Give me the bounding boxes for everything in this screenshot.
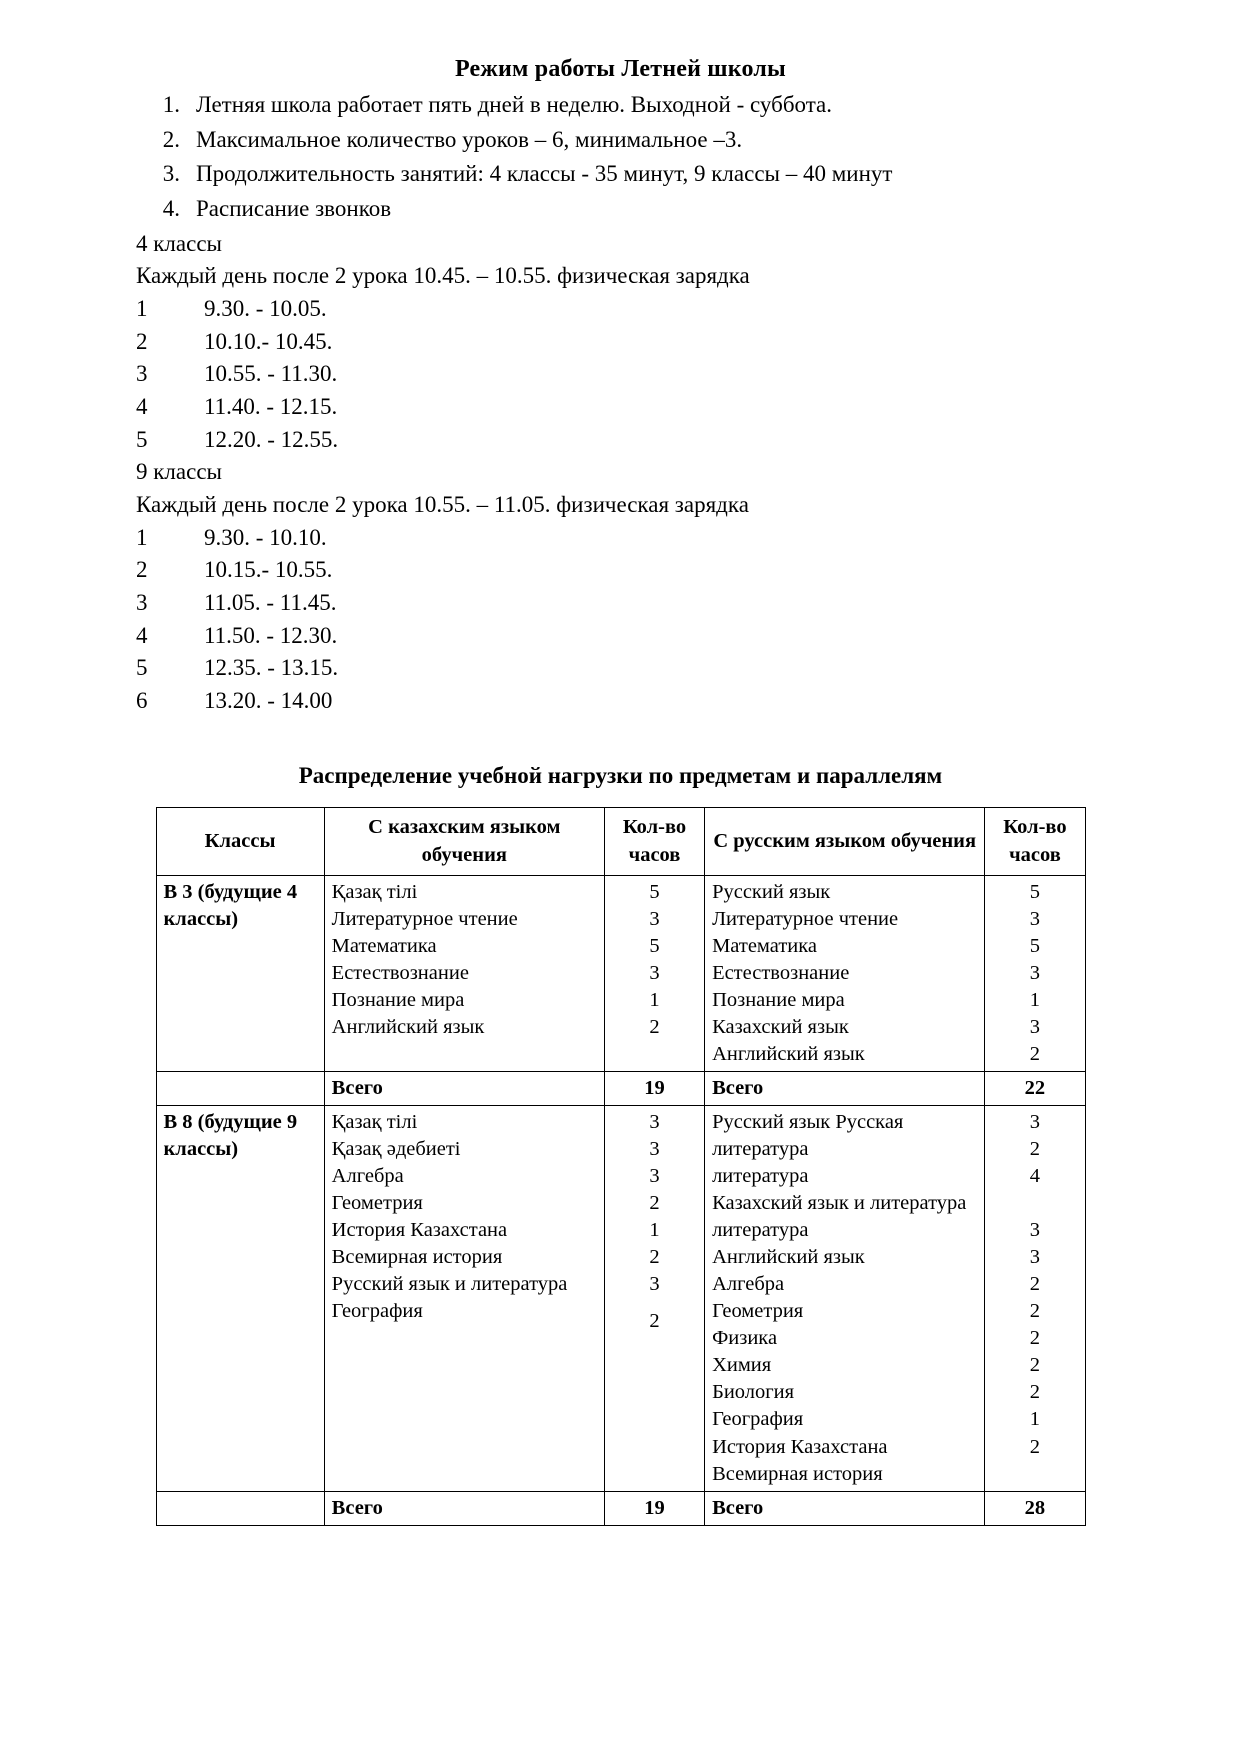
bell-row <box>136 685 1141 718</box>
list-item: Биология <box>712 1381 795 1404</box>
list-item: 3 <box>649 1273 660 1296</box>
bell-number: 6 <box>136 687 148 713</box>
list-item: Русский язык <box>712 880 831 903</box>
bell-time: 10.15.- 10.55. <box>204 557 333 583</box>
list-item: Химия <box>712 1354 772 1377</box>
list-item: 2 <box>1029 1137 1041 1160</box>
list-item: Литературное чтение <box>712 907 899 930</box>
list-item: 5 <box>649 934 660 957</box>
list-item: литература <box>712 1165 809 1188</box>
list-item: География <box>712 1408 804 1431</box>
total-hours-russian: 22 <box>985 1071 1085 1105</box>
total-label-kazakh: Всего <box>324 1491 604 1525</box>
total-hours-kazakh: 19 <box>604 1491 704 1525</box>
list-item <box>162 158 1141 191</box>
load-distribution-table <box>156 807 1086 1525</box>
list-item: 2 <box>649 1310 660 1333</box>
list-item: 2 <box>1029 1042 1041 1065</box>
list-item: 5 <box>1029 880 1041 903</box>
bell-time: 12.35. - 13.15. <box>204 655 339 681</box>
list-item: Алгебра <box>331 1165 404 1188</box>
bell-row <box>136 358 1141 391</box>
bell-time: 10.10.- 10.45. <box>204 328 333 354</box>
header-hours-russian: Кол-во часов <box>985 808 1085 875</box>
list-item-number: 2. <box>162 126 180 152</box>
list-item: 1 <box>649 1219 660 1242</box>
list-item: Английский язык <box>712 1042 865 1065</box>
list-item: Математика <box>331 934 437 957</box>
bell-number: 3 <box>136 589 148 615</box>
list-item: Английский язык <box>712 1246 865 1269</box>
list-item: 2 <box>1029 1435 1041 1458</box>
list-item: Литературное чтение <box>331 907 518 930</box>
list-item: Познание мира <box>331 988 465 1011</box>
kazakh-subjects-grade3 <box>324 875 604 1071</box>
bell-schedule-grade9 <box>100 456 1141 717</box>
list-item: Всемирная история <box>712 1462 883 1485</box>
empty-cell <box>156 1491 324 1525</box>
russian-subjects-grade8 <box>705 1105 985 1491</box>
list-item: 4 <box>1029 1165 1041 1188</box>
bell-time: 11.05. - 11.45. <box>204 589 337 615</box>
list-item: 3 <box>1029 961 1041 984</box>
header-hours-kazakh: Кол-во часов <box>604 808 704 875</box>
list-item: Английский язык <box>331 1015 485 1038</box>
bell-time: 11.50. - 12.30. <box>204 622 338 648</box>
bell-row <box>136 652 1141 685</box>
list-item-text: Продолжительность занятий: 4 классы - 35 минут, 9 классы – 40 минут <box>196 161 893 187</box>
bell-time: 9.30. - 10.10. <box>204 524 327 550</box>
list-item: Естествознание <box>331 961 469 984</box>
rules-list <box>100 89 1141 226</box>
bell-group-note: Каждый день после 2 урока 10.55. – 11.05. физическая зарядка <box>136 491 749 517</box>
list-item: 2 <box>1029 1354 1041 1377</box>
total-label-kazakh: Всего <box>324 1071 604 1105</box>
list-item-number: 3. <box>162 161 180 187</box>
list-item-text: Расписание звонков <box>196 195 392 221</box>
bell-number: 2 <box>136 328 148 354</box>
page-title: Режим работы Летней школы <box>455 56 786 82</box>
bell-row <box>136 554 1141 587</box>
bell-group-label: 4 классы <box>136 230 222 256</box>
list-item-text: Максимальное количество уроков – 6, минимальное –3. <box>196 126 743 152</box>
section-title: Распределение учебной нагрузки по предметам и параллелям <box>298 763 943 789</box>
list-item: литература <box>712 1219 809 1242</box>
bell-number: 4 <box>136 393 148 419</box>
table-row <box>156 1105 1085 1491</box>
bell-number: 1 <box>136 524 148 550</box>
list-item: 3 <box>1029 1015 1041 1038</box>
bell-group-label: 9 классы <box>136 459 222 485</box>
list-item: Всемирная история <box>331 1246 503 1269</box>
list-item: 2 <box>1029 1327 1041 1350</box>
russian-hours-grade8 <box>985 1105 1085 1491</box>
list-item-number: 1. <box>162 92 180 117</box>
list-item: 2 <box>1029 1381 1041 1404</box>
list-item-spacer <box>992 1190 1077 1217</box>
bell-time: 11.40. - 12.15. <box>204 393 338 419</box>
kazakh-hours-grade3 <box>604 875 704 1071</box>
class-label-grade3: В 3 (будущие 4 классы) <box>156 875 324 1071</box>
list-item-spacer <box>612 1298 697 1308</box>
list-item: 3 <box>649 1137 660 1160</box>
list-item: 1 <box>649 988 660 1011</box>
bell-time: 12.20. - 12.55. <box>204 426 339 452</box>
russian-subjects-grade3 <box>705 875 985 1071</box>
kazakh-hours-grade8 <box>604 1105 704 1491</box>
bell-row <box>136 391 1141 424</box>
list-item: Қазақ тілі <box>331 880 418 903</box>
total-hours-kazakh: 19 <box>604 1071 704 1105</box>
russian-hours-grade3 <box>985 875 1085 1071</box>
list-item: Естествознание <box>712 961 850 984</box>
bell-time: 10.55. - 11.30. <box>204 361 338 387</box>
bell-row <box>136 424 1141 457</box>
list-item: 5 <box>1029 934 1041 957</box>
list-item: 2 <box>1029 1300 1041 1323</box>
list-item: 2 <box>649 1192 660 1215</box>
list-item: Қазақ тілі <box>331 1110 418 1133</box>
table-total-row-grade3 <box>156 1071 1085 1105</box>
list-item: 2 <box>649 1015 660 1038</box>
header-classes: Классы <box>156 808 324 875</box>
list-item: Алгебра <box>712 1273 785 1296</box>
bell-number: 3 <box>136 361 148 387</box>
bell-group-note: Каждый день после 2 урока 10.45. – 10.55. физическая зарядка <box>136 263 750 289</box>
list-item: Геометрия <box>331 1192 423 1215</box>
header-kazakh-language: С казахским языком обучения <box>324 808 604 875</box>
class-label-grade8: В 8 (будущие 9 классы) <box>156 1105 324 1491</box>
list-item: 5 <box>649 880 660 903</box>
bell-number: 2 <box>136 557 148 583</box>
list-item <box>162 193 1141 226</box>
list-item: 1 <box>1029 988 1041 1011</box>
bell-schedule-grade4 <box>100 228 1141 457</box>
list-item: 3 <box>1029 1246 1041 1269</box>
list-item <box>162 89 1141 122</box>
kazakh-subjects-grade8 <box>324 1105 604 1491</box>
list-item: Русский язык и литература <box>331 1273 568 1296</box>
list-item: 3 <box>649 907 660 930</box>
list-item: Физика <box>712 1327 778 1350</box>
list-item: Казахский язык и литература <box>712 1192 967 1215</box>
list-item-number: 4. <box>162 195 180 221</box>
bell-row <box>136 326 1141 359</box>
list-item <box>162 124 1141 157</box>
bell-row <box>136 293 1141 326</box>
list-item: Казахский язык <box>712 1015 849 1038</box>
list-item: 3 <box>1029 1110 1041 1133</box>
list-item: Математика <box>712 934 817 957</box>
total-label-russian: Всего <box>705 1491 985 1525</box>
bell-row <box>136 620 1141 653</box>
list-item: История Казахстана <box>712 1435 888 1458</box>
list-item: 3 <box>649 1165 660 1188</box>
list-item: Геометрия <box>712 1300 804 1323</box>
list-item: 2 <box>649 1246 660 1269</box>
bell-number: 1 <box>136 295 148 321</box>
bell-number: 4 <box>136 622 148 648</box>
list-item: 1 <box>1029 1408 1041 1431</box>
bell-number: 5 <box>136 426 148 452</box>
total-hours-russian: 28 <box>985 1491 1085 1525</box>
table-total-row-grade8 <box>156 1491 1085 1525</box>
list-item: Русский язык Русская литература <box>712 1110 904 1160</box>
list-item: 3 <box>1029 1219 1041 1242</box>
table-row <box>156 875 1085 1071</box>
header-russian-language: С русским языком обучения <box>705 808 985 875</box>
list-item: 3 <box>1029 907 1041 930</box>
bell-time: 13.20. - 14.00 <box>204 687 333 713</box>
list-item: 3 <box>649 961 660 984</box>
bell-row <box>136 522 1141 555</box>
bell-number: 5 <box>136 655 148 681</box>
list-item: Қазақ әдебиеті <box>331 1137 461 1160</box>
list-item: 2 <box>1029 1273 1041 1296</box>
total-label-russian: Всего <box>705 1071 985 1105</box>
empty-cell <box>156 1071 324 1105</box>
list-item: История Казахстана <box>331 1219 508 1242</box>
list-item: 3 <box>649 1110 660 1133</box>
table-header-row <box>156 808 1085 875</box>
list-item-text: Летняя школа работает пять дней в неделю. Выходной - суббота. <box>196 92 833 117</box>
list-item: География <box>331 1300 423 1323</box>
bell-time: 9.30. - 10.05. <box>204 295 327 321</box>
list-item: Познание мира <box>712 988 845 1011</box>
bell-row <box>136 587 1141 620</box>
